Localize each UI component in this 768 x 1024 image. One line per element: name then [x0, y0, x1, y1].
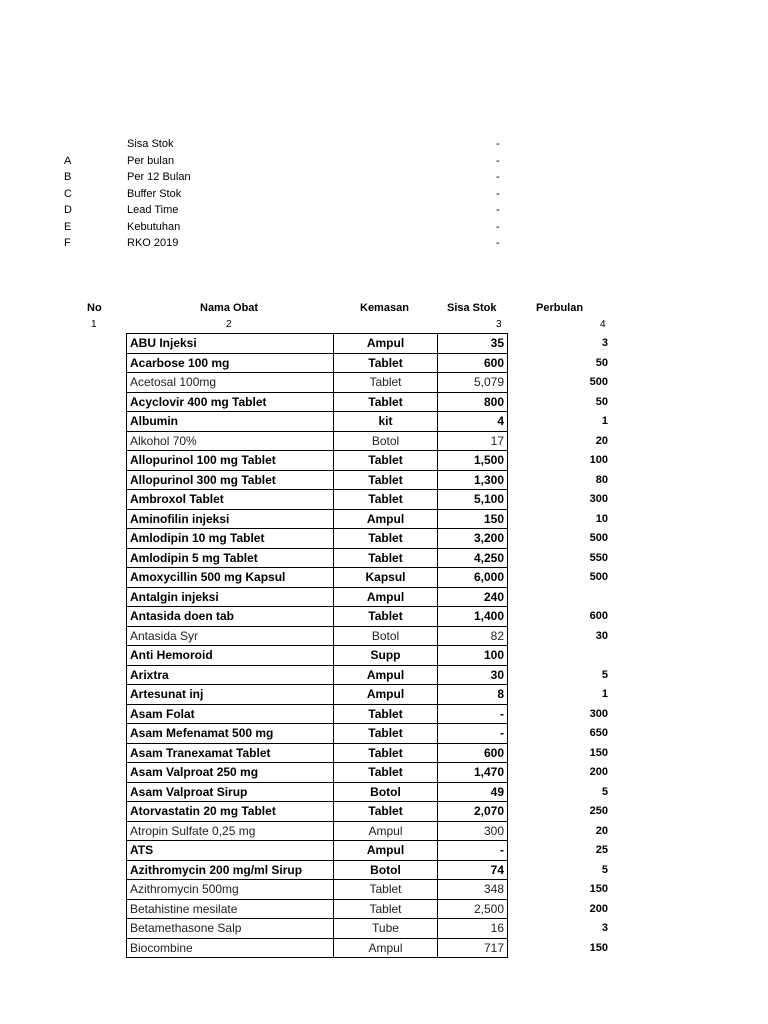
kemasan-cell: Botol: [334, 782, 438, 802]
perbulan-cell: 250: [589, 805, 608, 817]
kemasan-cell: Ampul: [334, 334, 438, 354]
nama-obat-cell: Amlodipin 5 mg Tablet: [127, 548, 334, 568]
perbulan-cell: 500: [589, 532, 608, 544]
perbulan-cell: 30: [595, 629, 608, 642]
nama-obat-cell: Allopurinol 300 mg Tablet: [127, 470, 334, 490]
kemasan-cell: Supp: [334, 646, 438, 666]
kemasan-cell: Tablet: [334, 607, 438, 627]
table-row: [127, 412, 508, 432]
table-row: [127, 685, 508, 705]
perbulan-cell: 500: [589, 376, 608, 388]
legend-value: -: [496, 187, 500, 200]
sisa-stok-cell: 2,500: [438, 899, 508, 919]
colnum-perbulan: 4: [600, 319, 606, 330]
nama-obat-cell: Amoxycillin 500 mg Kapsul: [127, 568, 334, 588]
kemasan-cell: Tablet: [334, 529, 438, 549]
kemasan-cell: Ampul: [334, 841, 438, 861]
nama-obat-cell: Asam Folat: [127, 704, 334, 724]
legend-value: -: [496, 138, 500, 150]
perbulan-cell: 150: [589, 746, 608, 759]
table-row: [127, 802, 508, 822]
legend-label: Kebutuhan: [127, 220, 181, 233]
colnum-nama-obat: 2: [226, 319, 232, 330]
table-row: [127, 431, 508, 451]
sisa-stok-cell: 1,500: [438, 451, 508, 471]
header-no: No: [87, 302, 102, 314]
perbulan-cell: 1: [601, 415, 608, 427]
sisa-stok-cell: 17: [438, 431, 508, 451]
kemasan-cell: Tablet: [334, 899, 438, 919]
nama-obat-cell: Betahistine mesilate: [127, 899, 334, 919]
kemasan-cell: Tablet: [334, 373, 438, 393]
nama-obat-cell: Albumin: [127, 412, 334, 432]
nama-obat-cell: Azithromycin 200 mg/ml Sirup: [127, 860, 334, 880]
perbulan-cell: 200: [589, 902, 608, 915]
nama-obat-cell: Antasida Syr: [127, 626, 334, 646]
nama-obat-cell: Antalgin injeksi: [127, 587, 334, 607]
sisa-stok-cell: 4,250: [438, 548, 508, 568]
sisa-stok-cell: 6,000: [438, 568, 508, 588]
kemasan-cell: Botol: [334, 860, 438, 880]
table-row: [127, 490, 508, 510]
legend-code: E: [64, 220, 72, 233]
kemasan-cell: Tablet: [334, 392, 438, 412]
header-kemasan: Kemasan: [360, 302, 409, 314]
perbulan-cell: 1: [601, 688, 608, 700]
table-row: [127, 548, 508, 568]
perbulan-cell: 3: [601, 922, 608, 934]
legend-code: B: [64, 171, 72, 183]
perbulan-cell: [540, 587, 608, 607]
nama-obat-cell: Asam Mefenamat 500 mg: [127, 724, 334, 744]
perbulan-cell: 500: [589, 571, 608, 583]
table-row: [127, 821, 508, 841]
nama-obat-cell: Acyclovir 400 mg Tablet: [127, 392, 334, 412]
table-row: [127, 568, 508, 588]
table-row: [127, 665, 508, 685]
perbulan-cell: 550: [589, 551, 608, 564]
nama-obat-cell: Amlodipin 10 mg Tablet: [127, 529, 334, 549]
perbulan-cell: 150: [589, 941, 608, 954]
nama-obat-cell: Allopurinol 100 mg Tablet: [127, 451, 334, 471]
kemasan-cell: Tablet: [334, 548, 438, 568]
sisa-stok-cell: 5,079: [438, 373, 508, 393]
kemasan-cell: Tablet: [334, 451, 438, 471]
table-row: [127, 373, 508, 393]
legend-value: -: [496, 220, 500, 233]
legend-row: [0, 235, 768, 251]
legend-row: [0, 153, 768, 169]
nama-obat-cell: Azithromycin 500mg: [127, 880, 334, 900]
perbulan-cell: 50: [595, 395, 608, 408]
kemasan-cell: Tablet: [334, 724, 438, 744]
nama-obat-cell: Asam Valproat 250 mg: [127, 763, 334, 783]
nama-obat-cell: Alkohol 70%: [127, 431, 334, 451]
legend-code: F: [64, 237, 71, 249]
perbulan-cell: 25: [595, 844, 608, 856]
perbulan-cell: [540, 645, 608, 665]
legend-row: [0, 186, 768, 202]
sisa-stok-cell: 2,070: [438, 802, 508, 822]
nama-obat-cell: Artesunat inj: [127, 685, 334, 705]
sisa-stok-cell: 717: [438, 938, 508, 958]
header-nama-obat: Nama Obat: [200, 302, 259, 314]
colnum-sisa-stok: 3: [496, 319, 502, 330]
legend-label: Buffer Stok: [127, 187, 182, 200]
table-row: [127, 626, 508, 646]
kemasan-cell: Tube: [334, 919, 438, 939]
kemasan-cell: Tablet: [334, 763, 438, 783]
table-row: [127, 529, 508, 549]
stock-table: [126, 333, 508, 958]
perbulan-cell: 5: [601, 863, 608, 876]
table-row: [127, 451, 508, 471]
nama-obat-cell: Acarbose 100 mg: [127, 353, 334, 373]
perbulan-cell: 5: [601, 785, 608, 798]
perbulan-cell: 50: [595, 356, 608, 369]
kemasan-cell: Ampul: [334, 821, 438, 841]
perbulan-cell: 5: [601, 668, 608, 681]
sisa-stok-cell: 1,470: [438, 763, 508, 783]
table-row: [127, 470, 508, 490]
header-perbulan: Perbulan: [536, 302, 584, 314]
kemasan-cell: Kapsul: [334, 568, 438, 588]
perbulan-cell: 650: [589, 727, 608, 739]
sisa-stok-cell: 600: [438, 743, 508, 763]
sisa-stok-cell: 30: [438, 665, 508, 685]
legend-code: C: [64, 187, 72, 200]
kemasan-cell: Ampul: [334, 685, 438, 705]
kemasan-cell: Botol: [334, 431, 438, 451]
sisa-stok-cell: 3,200: [438, 529, 508, 549]
perbulan-cell: 200: [589, 766, 608, 778]
table-row: [127, 646, 508, 666]
table-row: [127, 919, 508, 939]
nama-obat-cell: Acetosal 100mg: [127, 373, 334, 393]
sisa-stok-cell: 300: [438, 821, 508, 841]
legend-label: Lead Time: [127, 204, 179, 216]
perbulan-column: [540, 333, 608, 957]
perbulan-cell: 600: [589, 610, 608, 622]
perbulan-cell: 300: [589, 707, 608, 720]
kemasan-cell: Ampul: [334, 509, 438, 529]
legend-code: D: [64, 204, 72, 216]
sisa-stok-cell: 16: [438, 919, 508, 939]
perbulan-cell: 300: [589, 493, 608, 505]
nama-obat-cell: ATS: [127, 841, 334, 861]
perbulan-cell: 10: [595, 512, 608, 525]
sisa-stok-cell: 8: [438, 685, 508, 705]
sisa-stok-cell: 4: [438, 412, 508, 432]
kemasan-cell: Tablet: [334, 353, 438, 373]
kemasan-cell: Tablet: [334, 490, 438, 510]
table-row: [127, 938, 508, 958]
table-row: [127, 607, 508, 627]
table-row: [127, 334, 508, 354]
sisa-stok-cell: 150: [438, 509, 508, 529]
perbulan-cell: 3: [601, 337, 608, 349]
table-row: [127, 704, 508, 724]
kemasan-cell: Botol: [334, 626, 438, 646]
table-row: [127, 392, 508, 412]
nama-obat-cell: Asam Valproat Sirup: [127, 782, 334, 802]
table-row: [127, 899, 508, 919]
table-row: [127, 763, 508, 783]
nama-obat-cell: Biocombine: [127, 938, 334, 958]
sisa-stok-cell: 1,300: [438, 470, 508, 490]
perbulan-cell: 80: [595, 473, 608, 486]
legend-row: [0, 136, 768, 152]
nama-obat-cell: Anti Hemoroid: [127, 646, 334, 666]
legend-label: RKO 2019: [127, 237, 179, 249]
colnum-no: 1: [91, 319, 97, 330]
sisa-stok-cell: 600: [438, 353, 508, 373]
legend-row: [0, 219, 768, 235]
perbulan-cell: 20: [595, 824, 608, 837]
kemasan-cell: Tablet: [334, 743, 438, 763]
kemasan-cell: kit: [334, 412, 438, 432]
nama-obat-cell: Antasida doen tab: [127, 607, 334, 627]
sisa-stok-cell: -: [438, 704, 508, 724]
sisa-stok-cell: 74: [438, 860, 508, 880]
perbulan-cell: 150: [589, 883, 608, 895]
sisa-stok-cell: 348: [438, 880, 508, 900]
sisa-stok-cell: 49: [438, 782, 508, 802]
legend-value: -: [496, 154, 500, 167]
nama-obat-cell: ABU Injeksi: [127, 334, 334, 354]
legend-label: Per 12 Bulan: [127, 171, 191, 183]
nama-obat-cell: Atropin Sulfate 0,25 mg: [127, 821, 334, 841]
perbulan-cell: 20: [595, 434, 608, 447]
sisa-stok-cell: -: [438, 841, 508, 861]
legend-row: [0, 202, 768, 218]
legend-value: -: [496, 237, 500, 249]
legend-row: [0, 169, 768, 185]
legend-value: -: [496, 204, 500, 216]
table-row: [127, 860, 508, 880]
table-row: [127, 743, 508, 763]
legend-value: -: [496, 171, 500, 183]
kemasan-cell: Ampul: [334, 665, 438, 685]
kemasan-cell: Tablet: [334, 880, 438, 900]
table-row: [127, 841, 508, 861]
kemasan-cell: Tablet: [334, 470, 438, 490]
sisa-stok-cell: 5,100: [438, 490, 508, 510]
kemasan-cell: Tablet: [334, 704, 438, 724]
header-sisa-stok: Sisa Stok: [447, 302, 497, 314]
sisa-stok-cell: 35: [438, 334, 508, 354]
nama-obat-cell: Ambroxol Tablet: [127, 490, 334, 510]
table-row: [127, 509, 508, 529]
legend-label: Per bulan: [127, 154, 175, 167]
kemasan-cell: Tablet: [334, 802, 438, 822]
table-row: [127, 353, 508, 373]
nama-obat-cell: Atorvastatin 20 mg Tablet: [127, 802, 334, 822]
kemasan-cell: Ampul: [334, 587, 438, 607]
legend-code: A: [64, 154, 72, 167]
table-row: [127, 880, 508, 900]
sisa-stok-cell: 800: [438, 392, 508, 412]
kemasan-cell: Ampul: [334, 938, 438, 958]
nama-obat-cell: Asam Tranexamat Tablet: [127, 743, 334, 763]
sisa-stok-cell: 82: [438, 626, 508, 646]
nama-obat-cell: Arixtra: [127, 665, 334, 685]
sisa-stok-cell: -: [438, 724, 508, 744]
table-row: [127, 782, 508, 802]
perbulan-cell: 100: [589, 454, 608, 466]
table-row: [127, 587, 508, 607]
sisa-stok-cell: 1,400: [438, 607, 508, 627]
sisa-stok-cell: 240: [438, 587, 508, 607]
table-row: [127, 724, 508, 744]
legend-label: Sisa Stok: [127, 138, 174, 150]
nama-obat-cell: Aminofilin injeksi: [127, 509, 334, 529]
nama-obat-cell: Betamethasone Salp: [127, 919, 334, 939]
sisa-stok-cell: 100: [438, 646, 508, 666]
